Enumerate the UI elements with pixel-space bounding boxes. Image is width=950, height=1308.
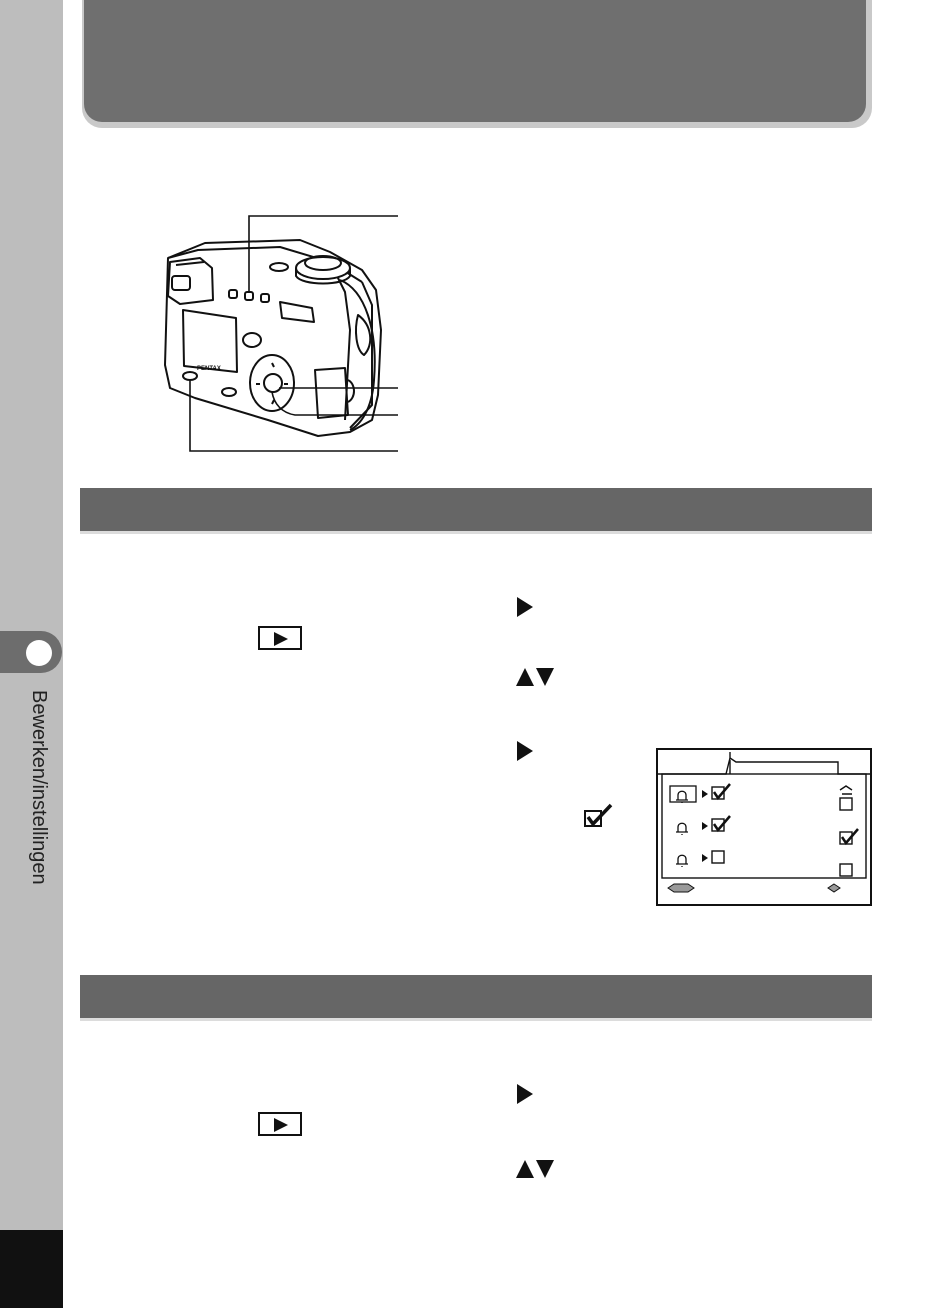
- right-arrow-icon: [517, 1084, 533, 1104]
- play-button-icon: [258, 1112, 302, 1136]
- play-button-icon: [258, 626, 302, 650]
- up-down-arrow-icon: [516, 1160, 554, 1178]
- camera-brand-label: PENTAX: [197, 366, 221, 372]
- section-header-bar: [80, 488, 872, 531]
- right-arrow-icon: [517, 597, 533, 617]
- chapter-label: Bewerken/instellingen: [28, 690, 50, 885]
- page-number-block: [0, 1230, 63, 1308]
- page-header: [84, 0, 866, 122]
- section-header-bar: [80, 975, 872, 1018]
- lcd-screen-preview: [656, 748, 872, 906]
- chapter-number-circle: [26, 640, 52, 666]
- section-divider: [80, 531, 872, 534]
- right-arrow-icon: [517, 741, 533, 761]
- bell-icon: [670, 786, 696, 867]
- section-divider: [80, 1018, 872, 1021]
- up-down-arrow-icon: [516, 668, 554, 686]
- checkmark-icon: [583, 803, 613, 829]
- camera-illustration: [150, 205, 410, 465]
